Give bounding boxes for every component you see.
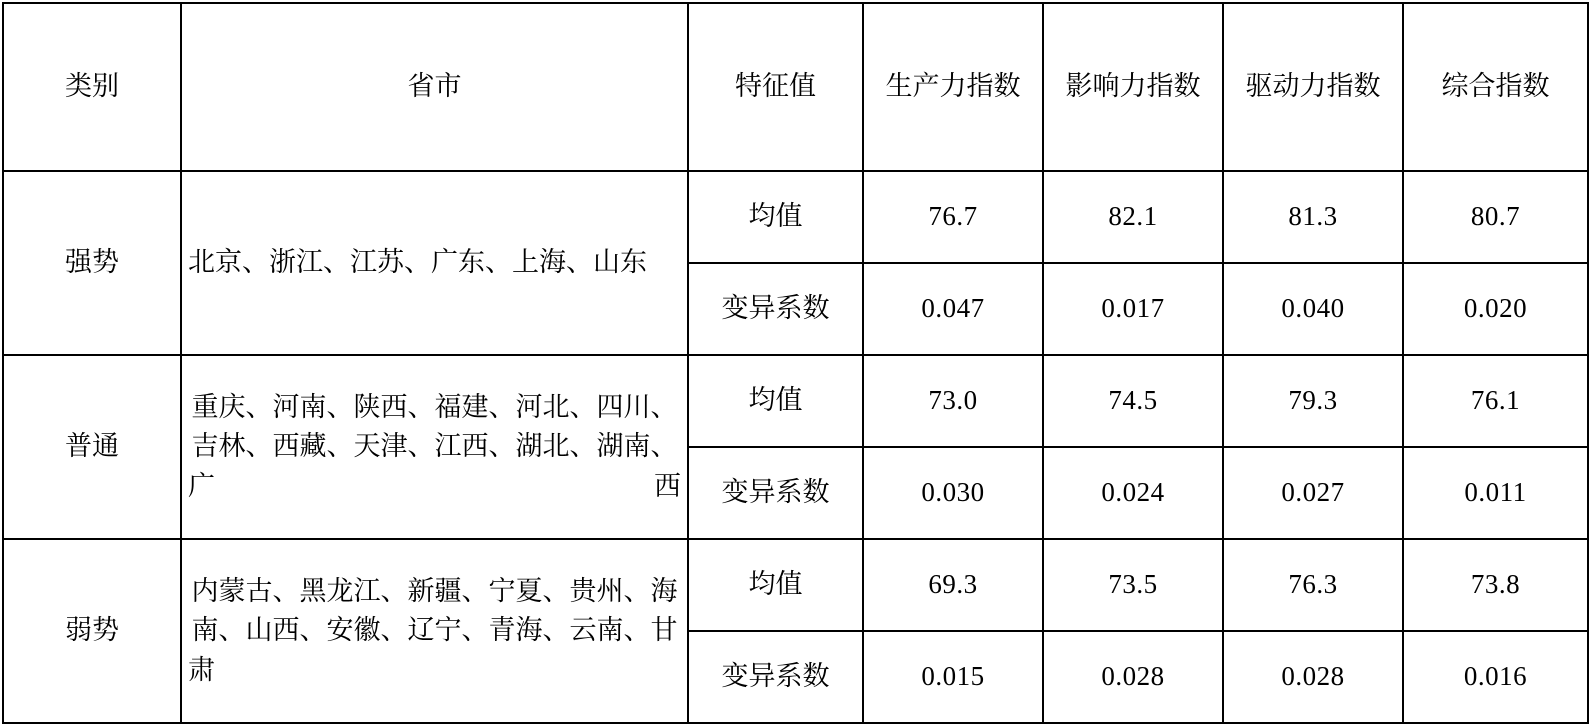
- group-provinces-normal: 重庆、河南、陕西、福建、河北、四川、吉林、西藏、天津、江西、湖北、湖南、广西: [181, 355, 688, 539]
- value-cell: 0.020: [1403, 263, 1588, 355]
- value-cell: 0.011: [1403, 447, 1588, 539]
- value-cell: 0.028: [1223, 631, 1403, 723]
- value-cell: 0.015: [863, 631, 1043, 723]
- value-cell: 74.5: [1043, 355, 1223, 447]
- value-cell: 0.017: [1043, 263, 1223, 355]
- feature-label-mean: 均值: [688, 355, 863, 447]
- value-cell: 76.7: [863, 171, 1043, 263]
- value-cell: 81.3: [1223, 171, 1403, 263]
- value-cell: 0.027: [1223, 447, 1403, 539]
- value-cell: 76.1: [1403, 355, 1588, 447]
- value-cell: 82.1: [1043, 171, 1223, 263]
- value-cell: 0.030: [863, 447, 1043, 539]
- feature-label-mean: 均值: [688, 171, 863, 263]
- feature-label-mean: 均值: [688, 539, 863, 631]
- value-cell: 76.3: [1223, 539, 1403, 631]
- value-cell: 0.028: [1043, 631, 1223, 723]
- group-category-strong: 强势: [3, 171, 181, 355]
- group-category-normal: 普通: [3, 355, 181, 539]
- table-header-row: [3, 3, 1588, 171]
- value-cell: 80.7: [1403, 171, 1588, 263]
- group-provinces-strong: 北京、浙江、江苏、广东、上海、山东: [181, 171, 688, 355]
- value-cell: 0.016: [1403, 631, 1588, 723]
- group-provinces-weak: 内蒙古、黑龙江、新疆、宁夏、贵州、海南、山西、安徽、辽宁、青海、云南、甘肃: [181, 539, 688, 723]
- table-sheet: [0, 2, 1591, 728]
- table-row: [3, 539, 1588, 631]
- table-row: [3, 171, 1588, 263]
- value-cell: 73.5: [1043, 539, 1223, 631]
- header-index-composite: 综合指数: [1403, 3, 1588, 171]
- value-cell: 69.3: [863, 539, 1043, 631]
- header-category: 类别: [3, 3, 181, 171]
- table-row: [3, 355, 1588, 447]
- feature-label-cv: 变异系数: [688, 263, 863, 355]
- header-index-driving: 驱动力指数: [1223, 3, 1403, 171]
- header-index-productivity: 生产力指数: [863, 3, 1043, 171]
- header-feature: 特征值: [688, 3, 863, 171]
- group-category-weak: 弱势: [3, 539, 181, 723]
- header-province: 省市: [181, 3, 688, 171]
- header-index-influence: 影响力指数: [1043, 3, 1223, 171]
- value-cell: 0.024: [1043, 447, 1223, 539]
- value-cell: 73.8: [1403, 539, 1588, 631]
- value-cell: 73.0: [863, 355, 1043, 447]
- regional-index-table: [2, 2, 1589, 724]
- value-cell: 79.3: [1223, 355, 1403, 447]
- feature-label-cv: 变异系数: [688, 447, 863, 539]
- feature-label-cv: 变异系数: [688, 631, 863, 723]
- value-cell: 0.047: [863, 263, 1043, 355]
- value-cell: 0.040: [1223, 263, 1403, 355]
